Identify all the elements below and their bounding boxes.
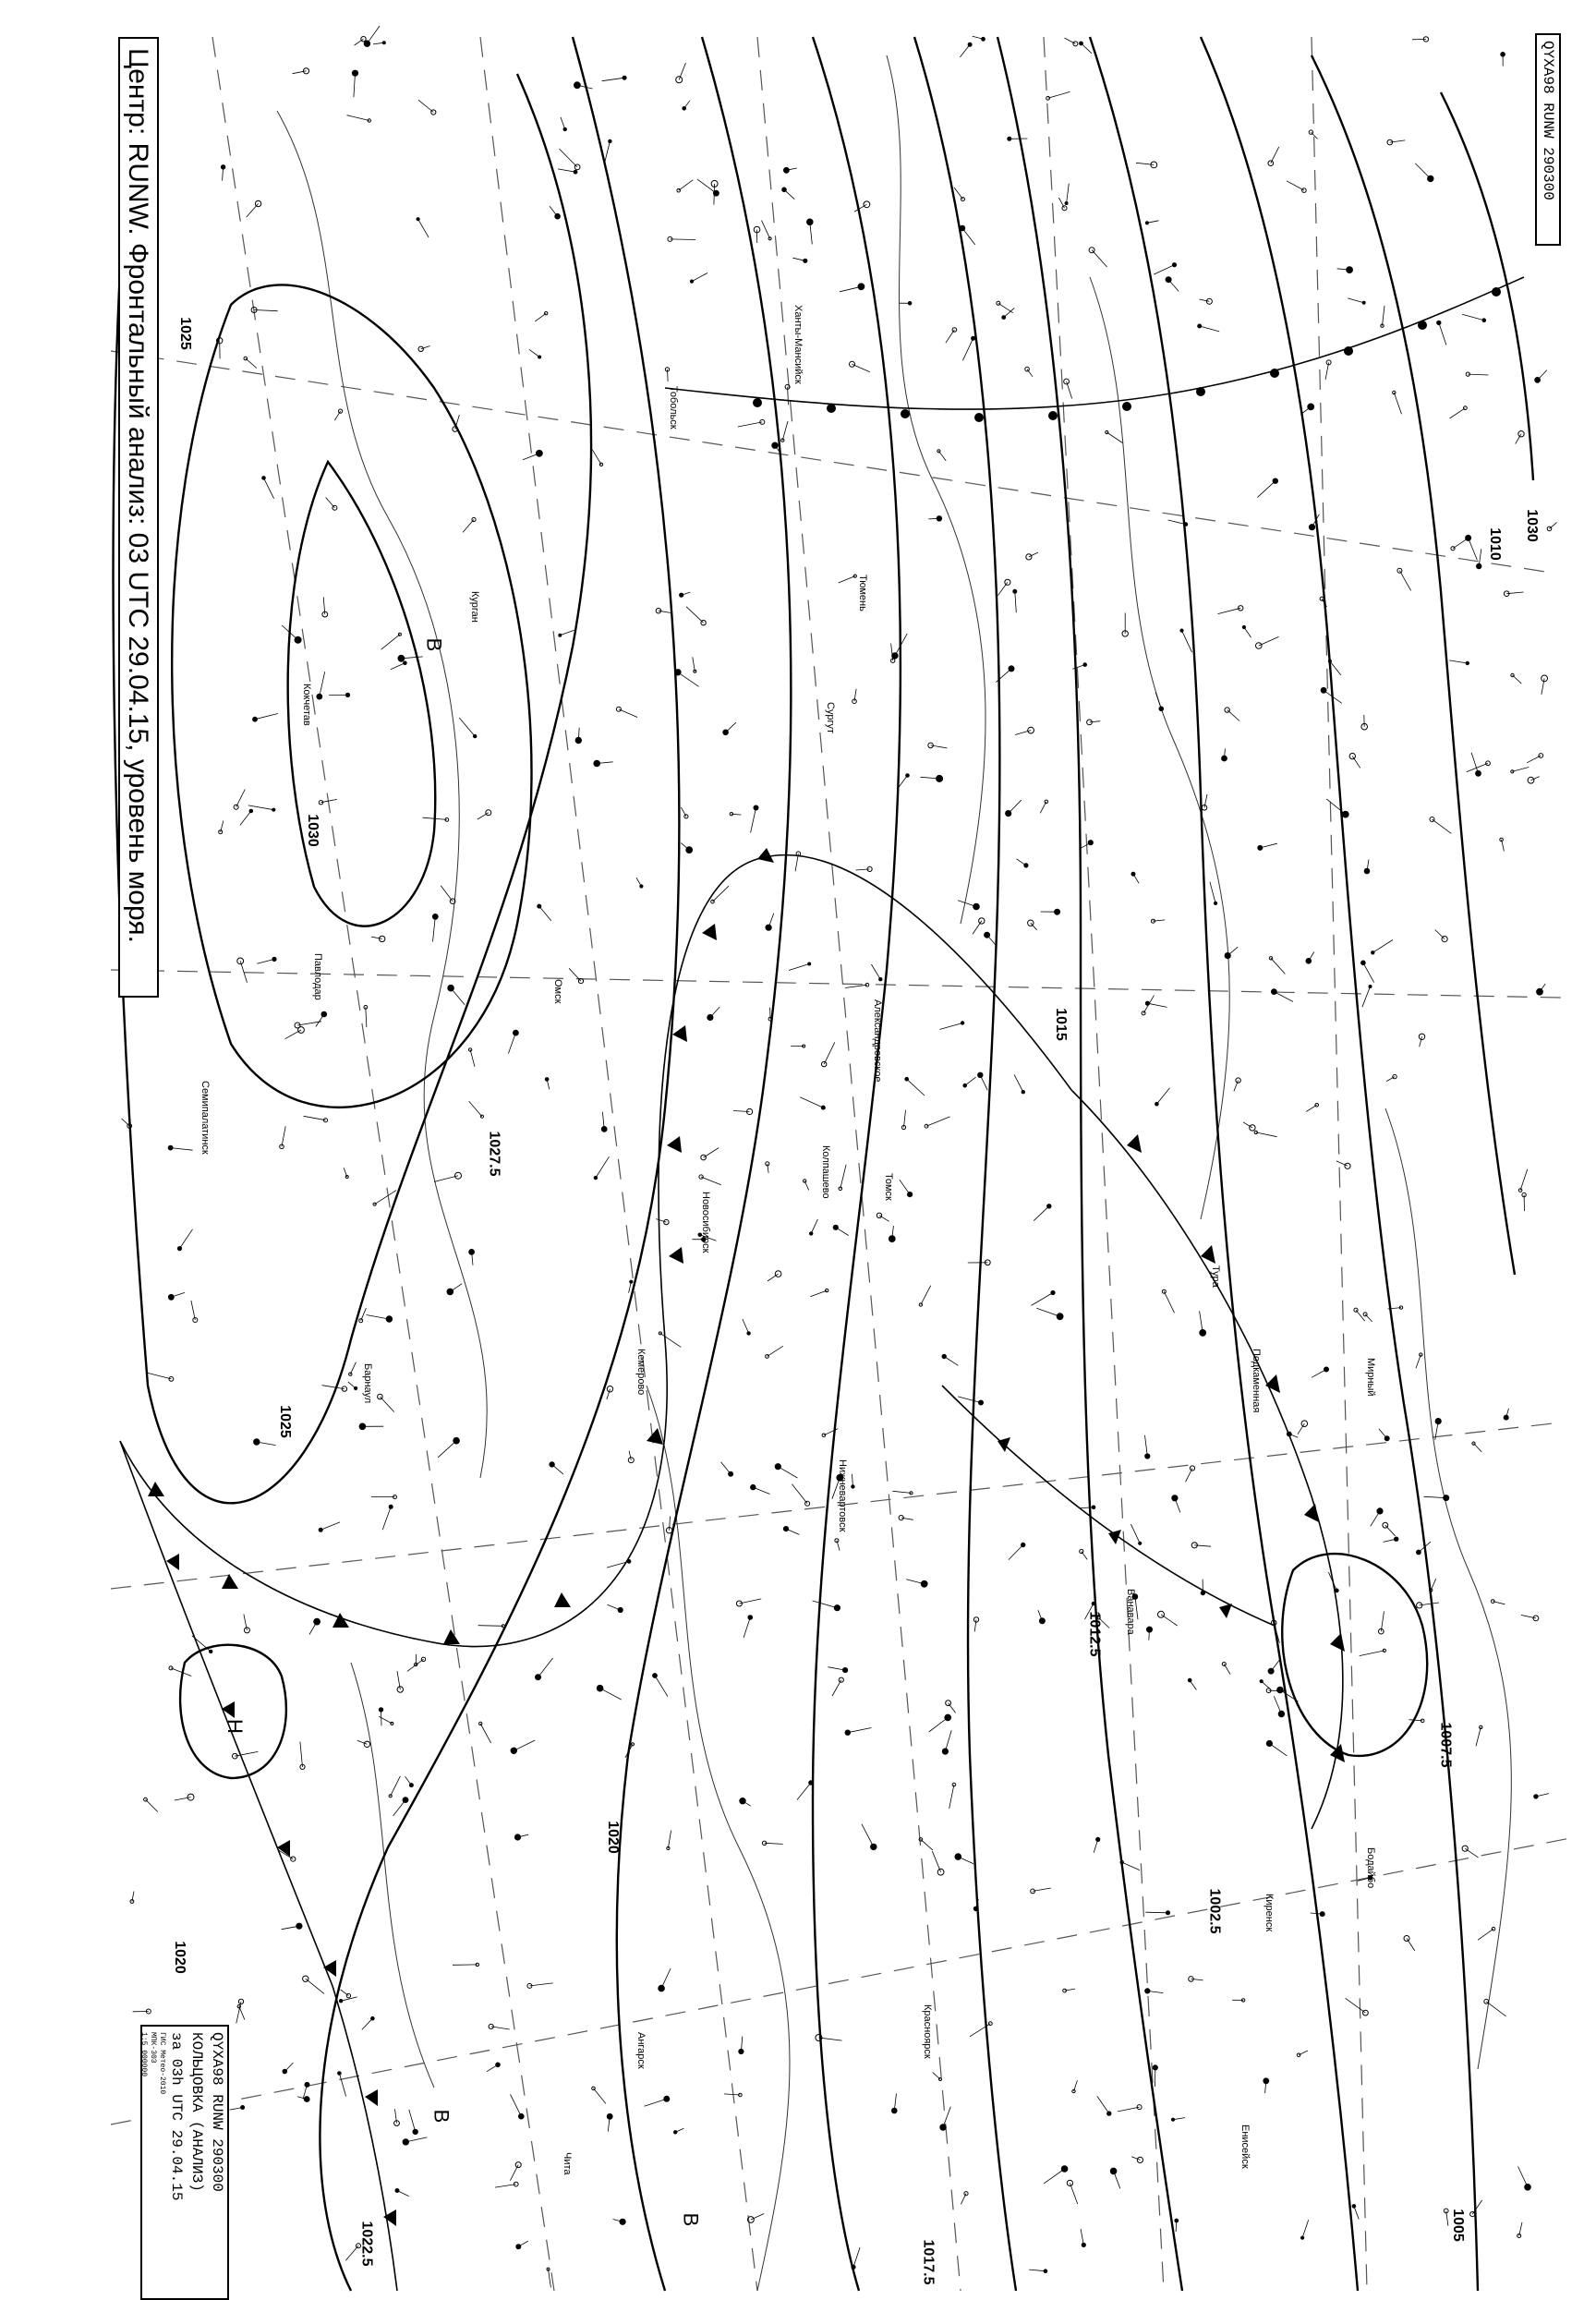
station-mark: [1110, 2168, 1117, 2174]
station-name: Ханты-Мансийск: [792, 305, 804, 384]
info-device: МПК-303: [149, 2032, 157, 2064]
station-mark: [1321, 687, 1326, 693]
low-pressure-center: Н: [223, 1719, 247, 1734]
station-mark: [955, 1854, 961, 1860]
isobar-label: 1002.5: [1206, 1888, 1223, 1934]
station-mark: [618, 1607, 623, 1612]
high-pressure-center: В: [679, 2212, 703, 2227]
station-mark: [1361, 961, 1366, 965]
wind-barb: [770, 1008, 771, 1019]
isobar-label: 1017.5: [920, 2239, 937, 2285]
isobar-label: 1015: [1052, 1008, 1069, 1041]
high-pressure-center: В: [422, 637, 446, 652]
info-software: ГИС Метео-2010: [158, 2032, 166, 2095]
station-mark: [417, 218, 419, 221]
isobar-label: 1022.5: [358, 2221, 375, 2267]
wind-barb: [416, 1654, 417, 1664]
isobar-label: 1007.5: [1437, 1722, 1454, 1768]
station-mark: [766, 925, 771, 930]
station-name: Бодайбо: [1365, 1847, 1376, 1889]
isobar-label: 1030: [304, 814, 320, 847]
isobar-label: 1020: [604, 1821, 621, 1854]
isobar-label: 1027.5: [486, 1131, 502, 1177]
station-name: Новосибирск: [700, 1192, 711, 1253]
wind-barb: [1269, 1690, 1287, 1691]
isobar-label: 1020: [171, 1941, 187, 1974]
station-name: Сургут: [825, 702, 836, 733]
station-name: Красноярск: [922, 2004, 933, 2059]
info-scale: 1:5 000000: [139, 2032, 148, 2077]
map-title: Центр: RUNW. Фронтальный анализ: 03 UTC 29.04.15, уровень моря.: [118, 37, 159, 998]
station-mark: [747, 1332, 750, 1335]
station-name: Тобольск: [668, 386, 679, 430]
isobar-label: 1030: [1523, 509, 1540, 542]
station-name: Енисейск: [1239, 2124, 1251, 2169]
info-code: QYXA98 RUNW 290300: [209, 2032, 225, 2192]
station-mark: [404, 661, 407, 665]
station-mark: [1277, 1687, 1284, 1693]
station-name: Александровское: [872, 999, 883, 1083]
station-name: Нижневартовск: [837, 1459, 848, 1532]
info-title: КОЛЬЦОВКА (АНАЛИЗ): [188, 2032, 205, 2192]
station-name: Барнаул: [362, 1363, 373, 1404]
station-name: Ангарск: [635, 2032, 647, 2069]
station-name: Курган: [469, 591, 480, 623]
station-name: Семипалатинск: [200, 1081, 211, 1155]
station-name: Кемерово: [635, 1349, 647, 1396]
map-info-text: [139, 2032, 227, 2300]
isobar-label: 1012.5: [1086, 1611, 1103, 1657]
station-mark: [1278, 1711, 1284, 1716]
map-code-box: QYXA98 RUNW 290300: [1535, 33, 1561, 246]
station-mark: [1437, 321, 1441, 324]
station-name: Чита: [562, 2152, 573, 2175]
station-mark: [364, 41, 369, 46]
station-mark: [871, 1844, 877, 1849]
station-name: Томск: [883, 1173, 894, 1201]
isobar-label: 1025: [276, 1405, 293, 1438]
station-name: Омск: [552, 979, 563, 1004]
wind-barb: [381, 1710, 382, 1726]
station-mark: [945, 1714, 951, 1721]
station-name: Подкаменная: [1251, 1349, 1262, 1413]
info-time: за 03h UTC 29.04.15: [168, 2032, 185, 2201]
station-name: Мирный: [1365, 1358, 1376, 1397]
station-mark: [1352, 2205, 1356, 2209]
station-name: Киренск: [1264, 1894, 1275, 1932]
station-name: Кокчетав: [301, 684, 312, 726]
station-name: Тюмень: [857, 575, 868, 611]
station-mark: [1309, 525, 1314, 530]
high-pressure-center: В: [429, 2109, 453, 2124]
isobar-label: 1010: [1486, 527, 1503, 561]
station-name: Ванавара: [1125, 1589, 1136, 1635]
isobar-label: 1025: [176, 317, 193, 350]
station-mark: [784, 167, 790, 173]
map-info-box: [140, 2025, 229, 2300]
station-name: Колпашево: [820, 1145, 831, 1199]
station-name: Тура: [1210, 1265, 1221, 1288]
station-name: Павлодар: [312, 953, 323, 1000]
isobar-label: 1005: [1449, 2209, 1466, 2242]
station-mark: [810, 1232, 813, 1235]
